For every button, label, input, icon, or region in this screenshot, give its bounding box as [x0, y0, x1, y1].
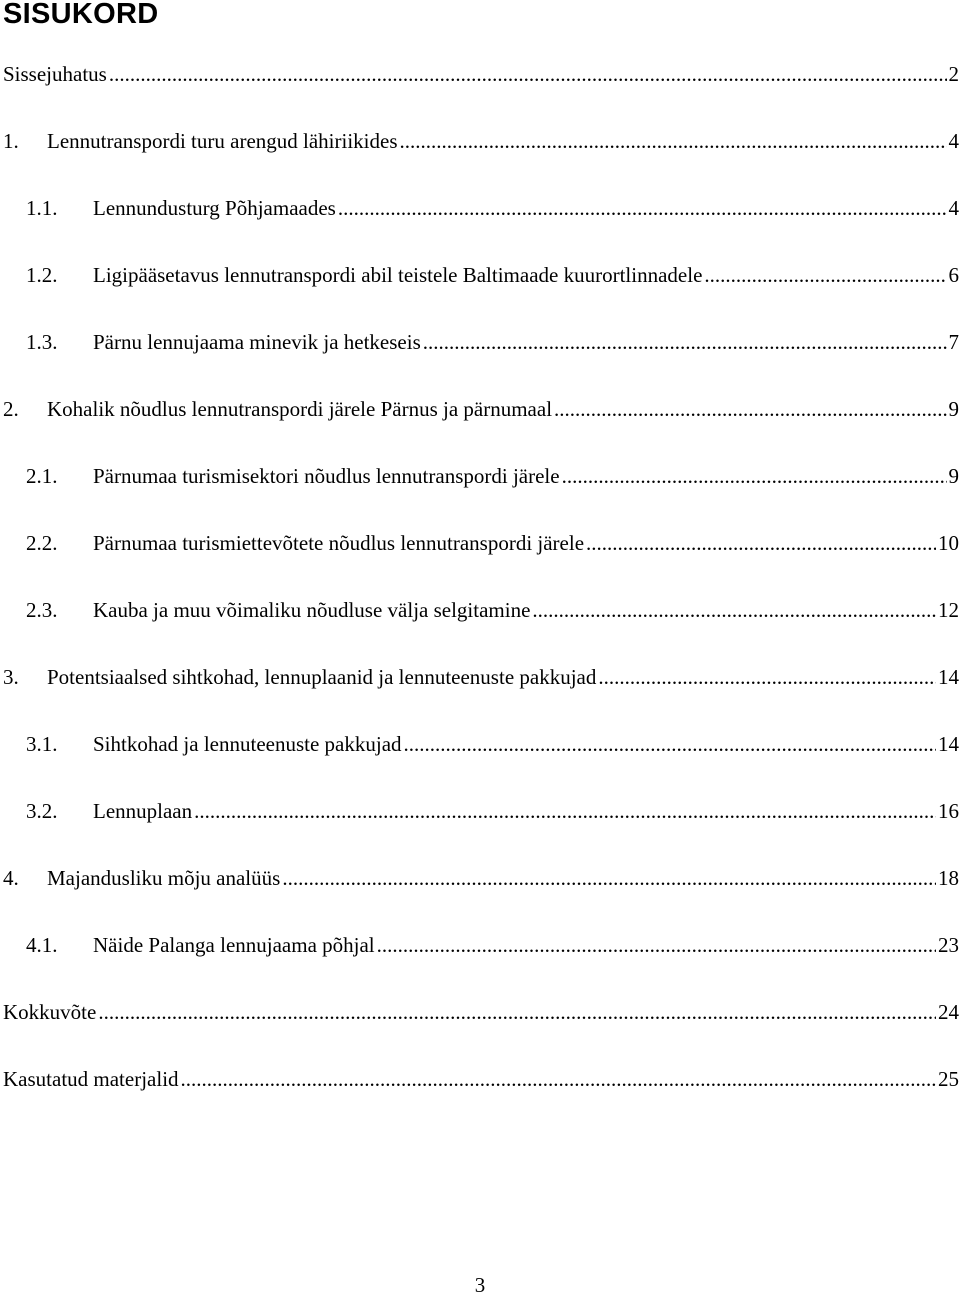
- toc-entry-number: 2.2.: [26, 531, 58, 555]
- toc-entry-page: 12: [938, 598, 959, 622]
- toc-entry-page: 2: [948, 62, 959, 86]
- toc-dot-leader: [109, 59, 947, 89]
- toc-dot-leader: [404, 729, 936, 759]
- toc-entry-number: 3.2.: [26, 799, 58, 823]
- toc-dot-leader: [554, 394, 946, 424]
- toc-entry-page: 6: [948, 263, 959, 287]
- toc-entry-page: 24: [938, 1000, 959, 1024]
- toc-entry-page: 16: [938, 799, 959, 823]
- toc-entry-number: 2.: [3, 397, 19, 421]
- toc-entry-title: Kokkuvõte: [3, 1000, 97, 1024]
- toc-dot-leader: [338, 193, 947, 223]
- toc-entry-page: 4: [948, 129, 959, 153]
- toc-entry-chapter-3[interactable]: [3, 662, 959, 692]
- toc-entry-number: 3.1.: [26, 732, 58, 756]
- toc-entry-title: Pärnu lennujaama minevik ja hetkeseis: [93, 330, 421, 354]
- toc-entry-number: 1.: [3, 129, 19, 153]
- toc-entry-page: 18: [938, 866, 959, 890]
- toc-entry-section-2-3[interactable]: [26, 595, 959, 625]
- toc-entry-title: Kohalik nõudlus lennutranspordi järele Pärnus ja pärnumaal: [47, 397, 553, 421]
- toc-entry-title: Lennundusturg Põhjamaades: [93, 196, 336, 220]
- toc-entry-page: 14: [938, 665, 959, 689]
- toc-entry-page: 7: [948, 330, 959, 354]
- toc-entry-chapter-2[interactable]: [3, 394, 959, 424]
- toc-entry-section-3-1[interactable]: [26, 729, 959, 759]
- toc-entry-summary[interactable]: [3, 997, 959, 1027]
- toc-entry-title: Ligipääsetavus lennutranspordi abil teistele Baltimaade kuurortlinnadele: [93, 263, 703, 287]
- toc-dot-leader: [282, 863, 936, 893]
- toc-entry-introduction[interactable]: [3, 59, 959, 89]
- toc-entry-section-2-1[interactable]: [26, 461, 959, 491]
- toc-entry-references[interactable]: [3, 1064, 959, 1094]
- toc-heading: SISUKORD: [3, 0, 159, 30]
- toc-entry-section-1-2[interactable]: [26, 260, 959, 290]
- toc-dot-leader: [194, 796, 936, 826]
- toc-entry-page: 25: [938, 1067, 959, 1091]
- toc-dot-leader: [400, 126, 947, 156]
- toc-entry-number: 2.3.: [26, 598, 58, 622]
- toc-dot-leader: [562, 461, 947, 491]
- toc-entry-title: Kauba ja muu võimaliku nõudluse välja selgitamine: [93, 598, 531, 622]
- toc-entry-number: 1.1.: [26, 196, 58, 220]
- toc-entry-title: Pärnumaa turismisektori nõudlus lennutranspordi järele: [93, 464, 560, 488]
- toc-entry-page: 9: [948, 464, 959, 488]
- toc-entry-title: Lennuplaan: [93, 799, 193, 823]
- toc-dot-leader: [598, 662, 936, 692]
- toc-entry-title: Kasutatud materjalid: [3, 1067, 179, 1091]
- toc-entry-number: 4.1.: [26, 933, 58, 957]
- toc-entry-page: 14: [938, 732, 959, 756]
- toc-entry-title: Majandusliku mõju analüüs: [47, 866, 281, 890]
- toc-entry-number: 4.: [3, 866, 19, 890]
- toc-entry-number: 1.2.: [26, 263, 58, 287]
- toc-entry-number: 2.1.: [26, 464, 58, 488]
- toc-entry-title: Pärnumaa turismiettevõtete nõudlus lennutranspordi järele: [93, 531, 585, 555]
- toc-entry-section-1-3[interactable]: [26, 327, 959, 357]
- toc-entry-page: 10: [938, 531, 959, 555]
- toc-entry-title: Sissejuhatus: [3, 62, 107, 86]
- toc-entry-title: Potentsiaalsed sihtkohad, lennuplaanid ja lennuteenuste pakkujad: [47, 665, 597, 689]
- toc-entry-title: Lennutranspordi turu arengud lähiriikides: [47, 129, 398, 153]
- toc-dot-leader: [377, 930, 936, 960]
- toc-entry-title: Sihtkohad ja lennuteenuste pakkujad: [93, 732, 402, 756]
- toc-dot-leader: [423, 327, 947, 357]
- toc-entry-page: 9: [948, 397, 959, 421]
- toc-dot-leader: [704, 260, 946, 290]
- toc-entry-chapter-1[interactable]: [3, 126, 959, 156]
- toc-entry-chapter-4[interactable]: [3, 863, 959, 893]
- toc-entry-section-2-2[interactable]: [26, 528, 959, 558]
- toc-entry-section-1-1[interactable]: [26, 193, 959, 223]
- toc-dot-leader: [586, 528, 936, 558]
- toc-dot-leader: [98, 997, 936, 1027]
- toc-entry-number: 3.: [3, 665, 19, 689]
- toc-entry-number: 1.3.: [26, 330, 58, 354]
- toc-entry-page: 4: [948, 196, 959, 220]
- toc-entry-section-3-2[interactable]: [26, 796, 959, 826]
- toc-dot-leader: [181, 1064, 936, 1094]
- toc-entry-page: 23: [938, 933, 959, 957]
- toc-entry-title: Näide Palanga lennujaama põhjal: [93, 933, 375, 957]
- toc-entry-section-4-1[interactable]: [26, 930, 959, 960]
- page-number: 3: [474, 1273, 486, 1297]
- toc-dot-leader: [532, 595, 936, 625]
